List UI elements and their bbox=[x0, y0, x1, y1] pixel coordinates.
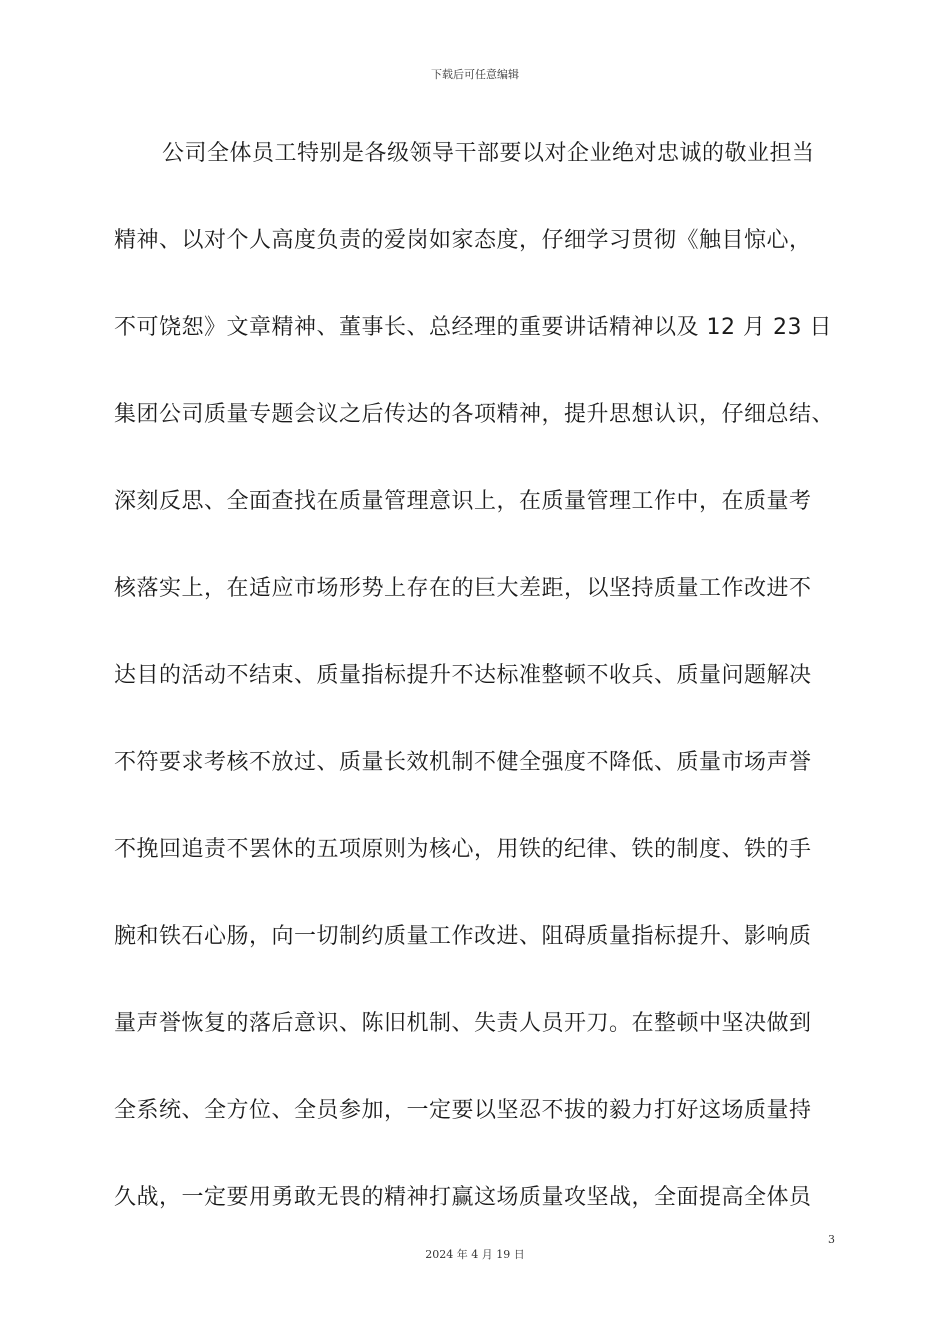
paragraph-line: 达目的活动不结束、质量指标提升不达标准整顿不收兵、质量问题解决 bbox=[114, 663, 812, 688]
page-number: 3 bbox=[828, 1233, 835, 1246]
paragraph-line: 腕和铁石心肠，向一切制约质量工作改进、阻碍质量指标提升、影响质 bbox=[114, 924, 812, 949]
paragraph-line: 深刻反思、全面查找在质量管理意识上，在质量管理工作中，在质量考 bbox=[114, 489, 812, 514]
paragraph-line: 核落实上，在适应市场形势上存在的巨大差距，以坚持质量工作改进不 bbox=[114, 576, 812, 601]
paragraph-line: 不符要求考核不放过、质量长效机制不健全强度不降低、质量市场声誉 bbox=[114, 750, 812, 775]
paragraph-line: 量声誉恢复的落后意识、陈旧机制、失责人员开刀。在整顿中坚决做到 bbox=[114, 1011, 812, 1036]
paragraph-line: 精神、以对个人高度负责的爱岗如家态度，仔细学习贯彻《触目惊心， bbox=[114, 228, 812, 253]
page-footer-date: 2024 年 4 月 19 日 bbox=[425, 1248, 525, 1261]
page-header: 下载后可任意编辑 bbox=[431, 68, 519, 81]
paragraph-line: 不挽回追责不罢休的五项原则为核心，用铁的纪律、铁的制度、铁的手 bbox=[114, 837, 812, 862]
body-paragraph bbox=[114, 128, 854, 1259]
paragraph-line: 公司全体员工特别是各级领导干部要以对企业绝对忠诚的敬业担当 bbox=[162, 141, 815, 166]
paragraph-line: 不可饶恕》文章精神、董事长、总经理的重要讲话精神以及 12 月 23 日 bbox=[114, 315, 832, 340]
paragraph-line: 全系统、全方位、全员参加，一定要以坚忍不拔的毅力打好这场质量持 bbox=[114, 1098, 812, 1123]
paragraph-line: 久战，一定要用勇敢无畏的精神打赢这场质量攻坚战，全面提高全体员 bbox=[114, 1185, 812, 1210]
paragraph-line: 集团公司质量专题会议之后传达的各项精神，提升思想认识，仔细总结、 bbox=[114, 402, 835, 427]
